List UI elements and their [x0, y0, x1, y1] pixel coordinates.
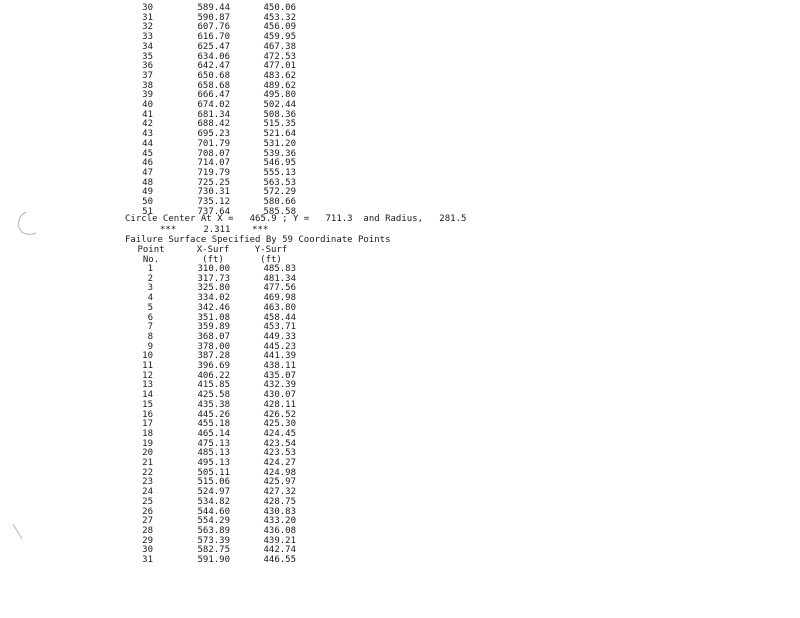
y-coordinate: 515.35 — [263, 119, 296, 130]
y-coordinate: 539.36 — [263, 148, 296, 159]
y-coordinate: 477.01 — [263, 61, 296, 72]
y-coordinate: 441.39 — [263, 351, 296, 362]
x-coordinate: 591.90 — [197, 555, 230, 565]
point-number: 14 — [142, 390, 153, 401]
x-coordinate: 515.06 — [197, 477, 230, 488]
x-coordinate: 317.73 — [197, 273, 230, 284]
x-coordinate: 719.79 — [197, 167, 230, 178]
y-coordinate: 546.95 — [263, 158, 296, 169]
point-no-header: No. — [142, 255, 160, 265]
x-coordinate: 359.89 — [197, 322, 230, 333]
x-coordinate: 475.13 — [197, 438, 230, 449]
y-unit-header: (ft) — [260, 255, 282, 265]
y-coordinate: 563.53 — [263, 177, 296, 188]
y-coordinate: 446.55 — [263, 555, 296, 565]
point-number: 13 — [142, 380, 153, 391]
y-surf-header: Y-Surf — [254, 245, 288, 255]
y-coordinate: 489.62 — [263, 80, 296, 91]
y-coordinate: 477.56 — [263, 283, 296, 294]
x-coordinate: 634.06 — [197, 51, 230, 62]
y-coordinate: 425.97 — [263, 477, 296, 488]
x-coordinate: 455.18 — [197, 419, 230, 430]
x-coordinate: 495.13 — [197, 458, 230, 468]
x-coordinate: 534.82 — [197, 496, 230, 507]
x-coordinate: 505.11 — [197, 467, 230, 478]
point-number: 51 — [142, 206, 153, 217]
x-coordinate: 465.14 — [197, 428, 230, 439]
x-coordinate: 735.12 — [197, 197, 230, 207]
failure-surface-heading: Failure Surface Specified By 59 Coordinate Points — [125, 235, 391, 245]
y-coordinate: 430.83 — [263, 506, 296, 517]
factor-of-safety-line: *** 2.311 *** — [160, 225, 269, 235]
y-coordinate: 456.09 — [263, 22, 296, 33]
point-number: 43 — [142, 129, 153, 140]
y-coordinate: 426.52 — [263, 409, 296, 420]
point-number: 18 — [142, 428, 153, 439]
y-coordinate: 423.54 — [263, 438, 296, 449]
point-number: 48 — [142, 177, 153, 188]
y-coordinate: 458.44 — [263, 312, 296, 323]
x-coordinate: 666.47 — [197, 90, 230, 101]
x-coordinate: 695.23 — [197, 129, 230, 140]
point-number: 35 — [142, 51, 153, 62]
x-coordinate: 714.07 — [197, 158, 230, 169]
x-coordinate: 674.02 — [197, 100, 230, 110]
x-unit-header: (ft) — [202, 255, 224, 265]
y-coordinate: 427.32 — [263, 487, 296, 498]
y-coordinate: 425.30 — [263, 419, 296, 430]
point-number: 16 — [142, 409, 153, 420]
point-number: 9 — [147, 341, 153, 352]
y-coordinate: 424.27 — [263, 458, 296, 468]
x-coordinate: 425.58 — [197, 390, 230, 401]
y-coordinate: 531.20 — [263, 138, 296, 149]
x-coordinate: 524.97 — [197, 487, 230, 498]
x-coordinate: 435.38 — [197, 399, 230, 410]
point-number: 34 — [142, 41, 153, 52]
point-number: 44 — [142, 138, 153, 149]
x-coordinate: 573.39 — [197, 535, 230, 546]
point-number: 11 — [142, 361, 153, 371]
point-number: 23 — [142, 477, 153, 488]
y-coordinate: 472.53 — [263, 51, 296, 62]
y-coordinate: 445.23 — [263, 341, 296, 352]
point-number: 24 — [142, 487, 153, 498]
point-number: 46 — [142, 158, 153, 169]
x-coordinate: 351.08 — [197, 312, 230, 323]
y-coordinate: 450.06 — [263, 3, 296, 13]
x-coordinate: 368.07 — [197, 331, 230, 342]
point-number: 40 — [142, 100, 153, 110]
point-number: 45 — [142, 148, 153, 159]
y-coordinate: 428.11 — [263, 399, 296, 410]
point-number: 17 — [142, 419, 153, 430]
point-number: 15 — [142, 399, 153, 410]
point-number: 33 — [142, 32, 153, 43]
point-number: 38 — [142, 80, 153, 91]
scan-mark-upper — [12, 208, 38, 238]
y-coordinate: 423.53 — [263, 448, 296, 459]
point-number: 27 — [142, 516, 153, 527]
y-coordinate: 483.62 — [263, 70, 296, 81]
x-coordinate: 708.07 — [197, 148, 230, 159]
point-number: 47 — [142, 167, 153, 178]
y-coordinate: 433.20 — [263, 516, 296, 527]
point-number: 39 — [142, 90, 153, 101]
point-number: 31 — [142, 12, 153, 23]
x-coordinate: 658.68 — [197, 80, 230, 91]
point-number: 29 — [142, 535, 153, 546]
y-coordinate: 485.83 — [263, 264, 296, 274]
point-number: 25 — [142, 496, 153, 507]
point-number: 36 — [142, 61, 153, 72]
x-coordinate: 725.25 — [197, 177, 230, 188]
y-coordinate: 424.98 — [263, 467, 296, 478]
point-number: 1 — [147, 264, 153, 274]
y-coordinate: 436.08 — [263, 525, 296, 536]
point-number: 2 — [147, 273, 153, 284]
y-coordinate: 459.95 — [263, 32, 296, 43]
x-coordinate: 445.26 — [197, 409, 230, 420]
x-coordinate: 607.76 — [197, 22, 230, 33]
y-coordinate: 469.98 — [263, 293, 296, 304]
point-number: 20 — [142, 448, 153, 459]
x-coordinate: 485.13 — [197, 448, 230, 459]
y-coordinate: 467.38 — [263, 41, 296, 52]
y-coordinate: 481.34 — [263, 273, 296, 284]
y-coordinate: 439.21 — [263, 535, 296, 546]
point-number: 37 — [142, 70, 153, 81]
y-coordinate: 453.32 — [263, 12, 296, 23]
point-number: 32 — [142, 22, 153, 33]
y-coordinate: 424.45 — [263, 428, 296, 439]
point-number: 30 — [142, 3, 153, 13]
y-coordinate: 521.64 — [263, 129, 296, 140]
x-surf-header: X-Surf — [196, 245, 230, 255]
point-number: 22 — [142, 467, 153, 478]
y-coordinate: 453.71 — [263, 322, 296, 333]
x-coordinate: 589.44 — [197, 3, 230, 13]
x-coordinate: 701.79 — [197, 138, 230, 149]
y-coordinate: 508.36 — [263, 109, 296, 120]
point-number: 26 — [142, 506, 153, 517]
x-coordinate: 650.68 — [197, 70, 230, 81]
y-coordinate: 502.44 — [263, 100, 296, 110]
x-coordinate: 730.31 — [197, 187, 230, 198]
x-coordinate: 406.22 — [197, 370, 230, 381]
y-coordinate: 432.39 — [263, 380, 296, 391]
point-number: 31 — [142, 555, 153, 565]
x-coordinate: 616.70 — [197, 32, 230, 43]
x-coordinate: 334.02 — [197, 293, 230, 304]
x-coordinate: 642.47 — [197, 61, 230, 72]
point-number: 5 — [147, 302, 153, 313]
point-number: 49 — [142, 187, 153, 198]
x-coordinate: 688.42 — [197, 119, 230, 130]
y-coordinate: 430.07 — [263, 390, 296, 401]
point-number: 10 — [142, 351, 153, 362]
x-coordinate: 625.47 — [197, 41, 230, 52]
x-coordinate: 681.34 — [197, 109, 230, 120]
y-coordinate: 585.58 — [263, 206, 296, 217]
point-number: 21 — [142, 458, 153, 468]
x-coordinate: 737.64 — [197, 206, 230, 217]
x-coordinate: 582.75 — [197, 545, 230, 556]
point-number: 4 — [147, 293, 153, 304]
y-coordinate: 572.29 — [263, 187, 296, 198]
point-header: Point — [137, 245, 165, 255]
point-number: 19 — [142, 438, 153, 449]
point-number: 8 — [147, 331, 153, 342]
y-coordinate: 442.74 — [263, 545, 296, 556]
circle-center-line: Circle Center At X = 465.9 ; Y = 711.3 and Radius, 281.5 — [125, 214, 467, 224]
y-coordinate: 435.07 — [263, 370, 296, 381]
scan-mark-lower — [10, 520, 26, 542]
y-coordinate: 495.80 — [263, 90, 296, 101]
y-coordinate: 555.13 — [263, 167, 296, 178]
x-coordinate: 342.46 — [197, 302, 230, 313]
point-number: 50 — [142, 197, 153, 207]
x-coordinate: 325.80 — [197, 283, 230, 294]
y-coordinate: 438.11 — [263, 361, 296, 371]
x-coordinate: 396.69 — [197, 361, 230, 371]
y-coordinate: 449.33 — [263, 331, 296, 342]
y-coordinate: 580.66 — [263, 197, 296, 207]
point-number: 3 — [147, 283, 153, 294]
x-coordinate: 387.28 — [197, 351, 230, 362]
x-coordinate: 563.89 — [197, 525, 230, 536]
x-coordinate: 590.87 — [197, 12, 230, 23]
x-coordinate: 544.60 — [197, 506, 230, 517]
y-coordinate: 428.75 — [263, 496, 296, 507]
point-number: 12 — [142, 370, 153, 381]
point-number: 7 — [147, 322, 153, 333]
point-number: 30 — [142, 545, 153, 556]
x-coordinate: 310.00 — [197, 264, 230, 274]
point-number: 42 — [142, 119, 153, 130]
x-coordinate: 554.29 — [197, 516, 230, 527]
point-number: 28 — [142, 525, 153, 536]
y-coordinate: 463.80 — [263, 302, 296, 313]
x-coordinate: 415.85 — [197, 380, 230, 391]
x-coordinate: 378.00 — [197, 341, 230, 352]
point-number: 6 — [147, 312, 153, 323]
point-number: 41 — [142, 109, 153, 120]
